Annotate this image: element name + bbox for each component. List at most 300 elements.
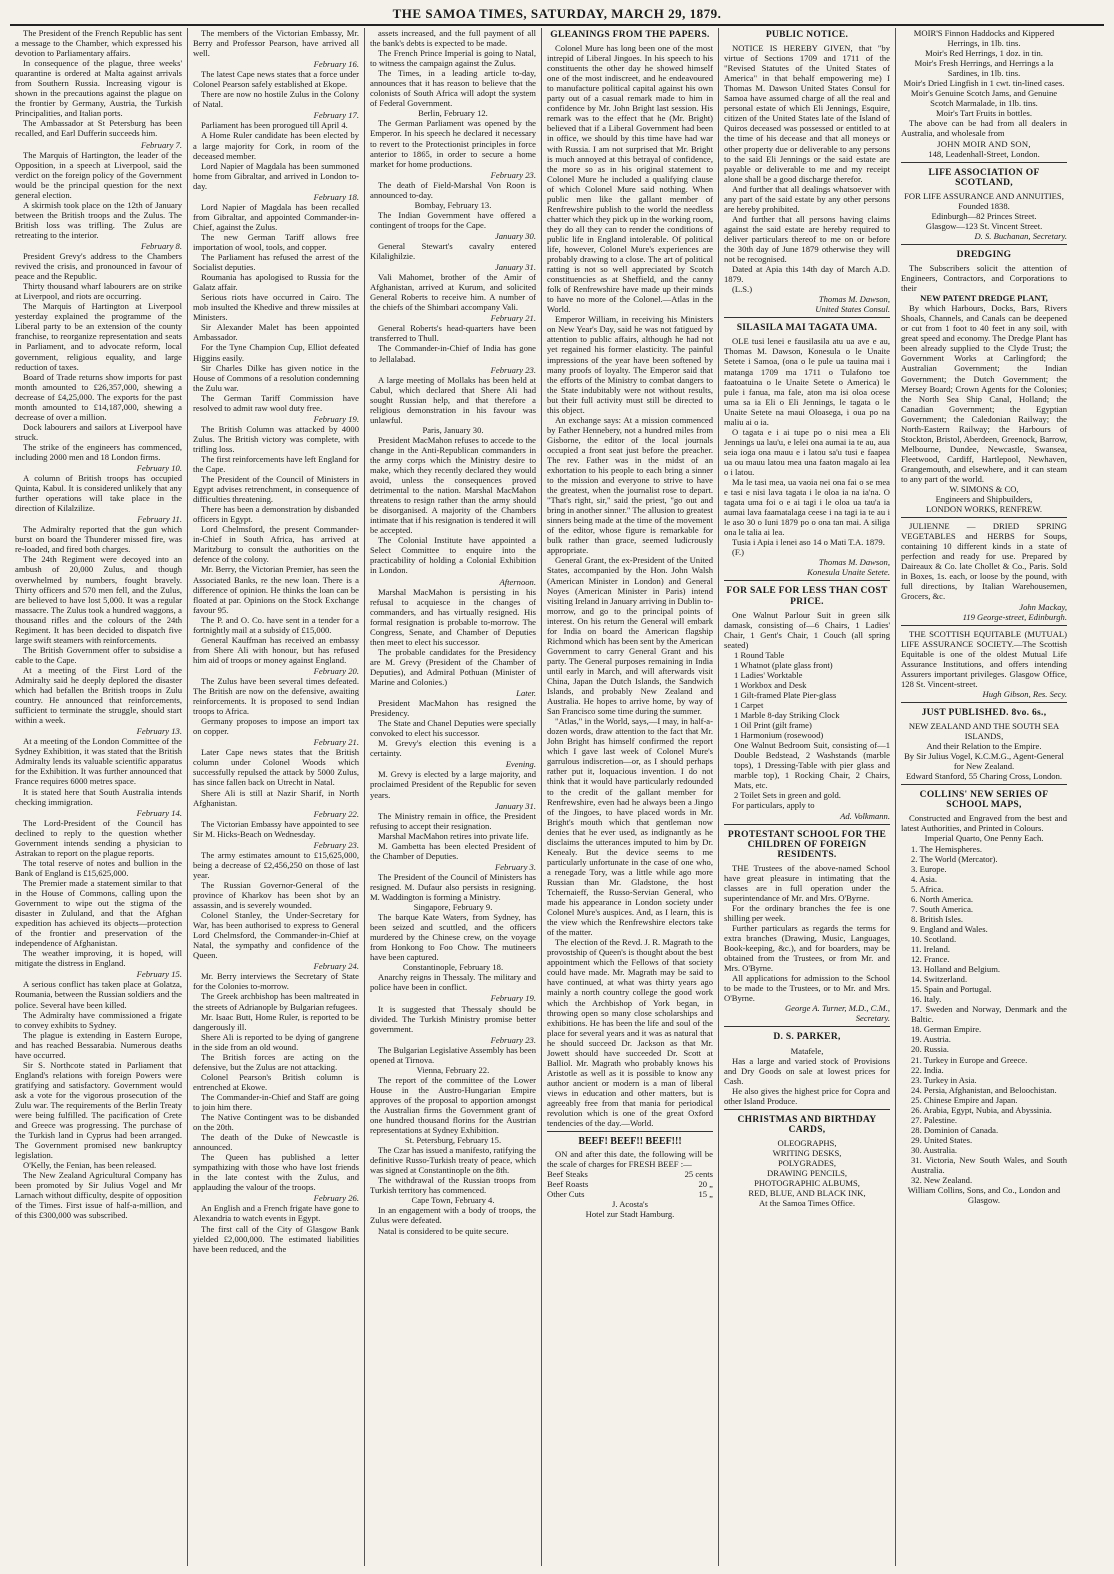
paragraph: The German Parliament was opened by the Emperor. In his speech he declared it necessary to revert to the Protectionist principles in force anterior to 1865, in order to secure a home market for home productions. — [370, 118, 536, 169]
paragraph: A large meeting of Mollaks has been held at Cabul, which declared that Shere Ali had sought Russian help, and that therefore a religious demonstration in his favour was unlawful. — [370, 374, 536, 425]
list-item: 29. United States. — [911, 1134, 973, 1145]
paragraph: M. Grevy is elected by a large majority, and proclaimed President of the Republic for seven years. — [370, 769, 536, 800]
paragraph: An exchange says: At a mission commenced by Father Hennebery, not a hundred miles from Gisborne, the editor of the local journals occupied a front seat just before the preacher. The rev. Father was in the midst of an exhortation to his people to each bring a sinner to the mission and everyone to strive to have the greatest, when the journalist rose to depart. "That's right, sir," said the priest, "go out and bring in another sinner." The allusion to greatest sinners being made at the time of the movement of the editor, whose figure is remarkable for bulk rather than grace, seemed ludicrously appropriate. — [547, 414, 713, 556]
beef-price: 25 cents — [684, 1169, 713, 1180]
public-notice-heading: PUBLIC NOTICE. — [765, 30, 849, 40]
paragraph: The probable candidates for the Presidency are M. Grevy (President of the Chamber of Deputies), and Admiral Pothuan (Minister of Marine and Colonies.) — [370, 646, 536, 687]
list-item: 1 Marble 8-day Striking Clock — [734, 710, 840, 721]
list-item: PHOTOGRAPHIC ALBUMS, — [754, 1178, 860, 1189]
list-item: POLYGRADES, — [777, 1157, 837, 1168]
beef-title: BEEF! BEEF!! BEEF!!! — [578, 1136, 682, 1148]
list-item: 17. Sweden and Norway, Denmark and the Baltic. — [911, 1004, 1067, 1025]
paragraph: Parliament has been prorogued till April 4. — [201, 120, 348, 131]
list-item: WRITING DESKS, — [772, 1147, 842, 1158]
paragraph: Marshal MacMahon is persisting in his refusal to acquiesce in the changes of commanders, and has virtually resigned. His formal resignation is probable to-morrow. The Congress, Senate, and Chamber of Deputies then meet to elect his successor. — [370, 586, 536, 647]
notice-body-3: And further that all persons having claims against the said estate are hereby required to deliver particulars thereof to me on or before the 30th day of June 1879 otherwise they will not be recognised. — [724, 213, 890, 265]
list-item: 8. British Isles. — [911, 913, 964, 924]
list-item: 30. Australia. — [911, 1144, 958, 1155]
paragraph: February 20. — [313, 665, 359, 676]
paragraph: In an engagement with a body of troops, the Zulus were defeated. — [370, 1205, 536, 1226]
samoan-notice — [724, 317, 890, 577]
julienne-signer: John Mackay, — [1019, 601, 1067, 612]
dredge-title: NEW PATENT DREDGE PLANT, — [920, 293, 1048, 304]
paragraph: There are now no hostile Zulus in the Colony of Natal. — [193, 89, 359, 110]
samoan-body-2: O tagata e i ai tupe po o nisi mea a Eli Jennings ua lau'u, e lelei ona aumai ia te au, aua seia ioga ona mauu e i latou sa'u tusi e faapea ua ou mauu latou mea una faaton magalo ai lea o i latou. — [724, 426, 890, 477]
paragraph: The New Zealand Agricultural Company has been promoted by Sir Julius Vogel and Mr Larnach without difficulty, despite of opposition of the Times. First issue of half-a-million, and of this £300,000 was subscribed. — [15, 1170, 182, 1221]
paragraph: The Ambassador at St Petersburg has been recalled, and Earl Dufferin succeeds him. — [15, 118, 182, 139]
dredge-advert — [901, 244, 1067, 514]
list-item: 2. The World (Mercator). — [911, 853, 998, 864]
moir-advert — [901, 28, 1067, 118]
xmas-lines — [724, 1138, 890, 1198]
dredge-p2: By which Harbours, Docks, Bars, Rivers Shoals, Channels, and Canals can be deepened or cut from 1 foot to 40 feet in any soil, with great speed and economy. The Dredge Plant has been already supplied to the Clyde Trust; the Government Works at Carlingford; the Australian Government; the Indian Government; the Dutch Government; the Mersey Board; Crown Agents for the Colonies; the North Sea Ship Canal, Holland; the Canadian Government; the Egyptian Government; the Caledonian Railway; the North-Eastern Railway; the Harbours of Stockton, Bristol, Aberdeen, Greenock, Barrow, Melbourne, Dundee, Newcastle, Swansea, Fleetwood, Cardiff, Hartlepool, Newhaven, Grangemouth, and elsewhere, and it can steam to any part of the world. — [901, 303, 1067, 484]
paragraph: February 14. — [136, 807, 182, 818]
life-address-2: Glasgow—123 St. Vincent Street. — [925, 220, 1043, 231]
paragraph: M. Gambetta has been elected President of the Chamber of Deputies. — [370, 840, 536, 861]
beef-price-row — [547, 1169, 713, 1179]
list-item: 1 Workbox and Desk — [734, 679, 807, 690]
paragraph: "Atlas," in the World, says,—I may, in half-a-dozen words, draw attention to the fact that Mr. John Bright has himself confirmed the report which I gave last week of Colonel Mure's garrulous indiscretion—or, as I should perhaps rather put it, loquacious invention. I do not think that it would have particularly redounded to the credit of the gallant member for Renfrewshire, even had he always been a Jingo of the Jingoes, to have placed words in Mr. Bright's mouth which that gentleman now denies that he ever used, as indignantly as he disclaims the utterances imputed to him by Dr. Kenealy. But the device seems to me particularly unfortunate in the case of one who, a renegade Tory, was a little while ago more Russian than Mr. Gladstone, the host Tchernaieff, the Russo-Servian General, who made his appearance in London society under Colonel Mure's auspices. And, as I learn, this is the view which the Renfrewshire electors take of the matter. — [547, 716, 713, 938]
paragraph: February 3. — [494, 861, 536, 872]
paragraph: Anarchy reigns in Thessaly. The military and police have been in conflict. — [370, 972, 536, 993]
just-title: NEW ZEALAND AND THE SOUTH SEA ISLANDS, — [908, 721, 1060, 742]
paragraph: Colonel Pearson's British column is entrenched at Ekowe. — [193, 1071, 359, 1092]
list-item: 32. New Zealand. — [911, 1175, 973, 1186]
list-item: Moir's Tart Fruits in bottles. — [935, 108, 1033, 119]
paragraph: The first call of the City of Glasgow Bank yielded £2,000,000. The estimated liabilities have been reduced, and the — [193, 1223, 359, 1254]
paragraph: Emperor William, in receiving his Ministers on New Year's Day, said he was not fatigued by attention to public affairs, although he had not yet regained his former elasticity. The painful impressions of the year have been softened by many proofs of loyalty. The Emperor said that the efforts of the Ministry to combat dangers to the State indubitably were not without results, but their full activity must still be directed to this object. — [547, 314, 713, 415]
moir-footer: The above can be had from all dealers in Australia, and wholesale from — [901, 118, 1067, 139]
paragraph: The report of the committee of the Lower House in the Austro-Hungarian Empire approves of the proposal to apportion amongst the Australian firms the Government grant of one hundred thousand florins for the Austrian representations at Sydney Exhibition. — [370, 1074, 536, 1136]
notice-body: NOTICE IS HEREBY GIVEN, that "by virtue of Sections 1709 and 1711 of the "Revised Statutes of the United States of America" in that behalf empowering me) I Thomas M. Dawson United States Consul for Samoa have assumed charge of all the real and personal estate of which Eli Jennings, Esquire, citizen of the United States late of the Island of Quiros deceased was possessed or entitled to at the time of his decease and that all moneys or other property due or deliverable to any persons to the said Eli Jennings or the said estate are payable or deliverable to me and my receipt alone shall be a good discharge therefor. — [724, 43, 890, 184]
list-item: 25. Chinese Empire and Japan. — [911, 1094, 1018, 1105]
paragraph: February 26. — [313, 1193, 359, 1204]
life-heading: LIFE ASSOCIATION OF SCOTLAND, — [928, 167, 1040, 188]
paragraph: At a meeting of the London Committee of the Sydney Exhibition, it was stated that the British Admiralty lends its valuable scientific apparatus for the Exhibition. It was further announced that France requires 6000 metres space. — [15, 736, 182, 787]
list-item: 1 Oil Print (gilt frame) — [734, 720, 812, 731]
paragraph: Sir S. Northcote stated in Parliament that England's relations with foreign Powers were gratifying and satisfactory. Government would ask a vote for the vigorous prosecution of the Zulu war. The requirements of the Berlin Treaty were being fulfilled. The pacification of Crete and Greece was progressing. The purchase of the Turkish land in Cyprus had been arranged. The Government promised new bankruptcy legislation. — [15, 1059, 182, 1161]
julienne-advert — [901, 517, 1067, 621]
masthead-rule — [10, 24, 1104, 26]
school-p2: For the ordinary branches the fee is one shilling per week. — [724, 902, 890, 923]
paragraph: Evening. — [505, 759, 536, 770]
list-item: 1 Harmonium (rosewood) — [734, 730, 824, 741]
paragraph: A column of British troops has occupied Quinta, Kabul. It is considered unlikely that any further operations will take place in the direction of Kilalzilize. — [15, 473, 182, 514]
just-sub: And their Relation to the Empire. — [926, 741, 1042, 752]
paragraph: The President of the Council of Ministers has resigned. M. Dufaur also persists in resigning. M. Waddington is forming a Ministry. — [370, 871, 536, 902]
list-item: 11. Ireland. — [911, 943, 951, 954]
list-item: 24. Persia, Afghanistan, and Beloochistan. — [911, 1084, 1057, 1095]
paragraph: Paris, January 30. — [422, 424, 484, 435]
beef-price-list — [547, 1169, 713, 1199]
paragraph: February 19. — [313, 413, 359, 424]
list-item: 26. Arabia, Egypt, Nubia, and Abyssinia. — [911, 1104, 1052, 1115]
sale-footer: For particulars, apply to — [732, 800, 815, 811]
paragraph: assets increased, and the full payment of all the bank's debts is expected to be made. — [370, 28, 536, 49]
paragraph: Cape Town, February 4. — [411, 1195, 495, 1206]
column-1 — [10, 28, 187, 1566]
notice-signer: Thomas M. Dawson, — [818, 294, 890, 305]
beef-hotel: Hotel zur Stadt Hamburg. — [585, 1209, 675, 1220]
paragraph: General Roberts's head-quarters have been transferred to Thull. — [370, 323, 536, 344]
list-item: 5. Africa. — [911, 883, 944, 894]
sale-items — [724, 650, 890, 801]
life-secretary: D. S. Buchanan, Secretary. — [974, 230, 1067, 241]
paragraph: Natal is considered to be quite secure. — [378, 1225, 509, 1236]
parker-place: Matafele, — [790, 1045, 824, 1056]
life-advert — [901, 162, 1067, 241]
column-2 — [187, 28, 364, 1566]
school-p3: Further particulars as regards the terms for extra branches (Drawing, Music, Languages, Book-keeping, &c.), and for boarders, may be obtained from the Trustees, or from Mr. and Mrs. O'Byrne. — [724, 922, 890, 974]
paragraph: February 18. — [313, 191, 359, 202]
paragraph: General Stewart's cavalry entered Kilalighilzie. — [370, 240, 536, 262]
list-item: Moir's Red Herrings, 1 doz. in tin. — [925, 48, 1043, 59]
paragraph: February 19. — [490, 993, 536, 1004]
parker-p1: Has a large and varied stock of Provisions and Dry Goods on sale at lowest prices for Cash. — [724, 1055, 890, 1086]
paragraph: The death of the Duke of Newcastle is announced. — [193, 1132, 359, 1153]
paragraph: Sir Alexander Malet has been appointed Ambassador. — [193, 322, 359, 343]
beef-advert — [547, 1131, 713, 1219]
life-address-1: Edinburgh—82 Princes Street. — [931, 210, 1037, 221]
paragraph: The President of the French Republic has sent a message to the Chamber, which expressed his devotion to Parliamentary affairs. — [15, 28, 182, 59]
paragraph: Vienna, February 22. — [416, 1064, 490, 1075]
paragraph: It is stated here that South Australia intends checking immigration. — [15, 786, 182, 807]
gleanings-heading: GLEANINGS FROM THE PAPERS. — [550, 30, 710, 40]
list-item: 28. Dominion of Canada. — [911, 1124, 999, 1135]
paragraph: The Zulus have been several times defeated. The British are now on the defensive, awaiting reinforcements. It is proposed to send Indian troops to Africa. — [193, 676, 359, 717]
paragraph: The Queen has published a letter sympathizing with those who have lost friends in the late contest with the Zulus, and applauding the valour of the troops. — [193, 1152, 359, 1193]
sale-advert — [724, 580, 890, 820]
list-item: 1 Ladies' Worktable — [734, 669, 803, 680]
paragraph: The Native Contingent was to be disbanded on the 20th. — [193, 1112, 359, 1133]
paragraph: The members of the Victorian Embassy, Mr. Berry and Professor Pearson, have arrived all well. — [193, 28, 359, 59]
school-signer: George A. Turner, M.D., C.M., — [784, 1003, 890, 1014]
list-item: MOIR'S Finnon Haddocks and Kippered Herrings, in 1lb. tins. — [913, 28, 1055, 49]
paragraph: Shere Ali is still at Nazir Sharif, in North Afghanistan. — [193, 787, 359, 808]
paragraph: February 21. — [490, 313, 536, 324]
paragraph: The new German Tariff allows free importation of wool, tools, and copper. — [193, 231, 359, 252]
samoan-signer-title: Konesula Unaite Setete. — [807, 567, 890, 578]
paragraph: February 11. — [137, 514, 182, 525]
scottish-signer: Hugh Gibson, Res. Secy. — [982, 688, 1067, 699]
samoan-body-4: Tusia i Apia i lenei aso 14 o Mati T.A. 1879. — [732, 537, 885, 548]
paragraph: The election of the Revd. J. R. Magrath to the provostship of Queen's is thought about the best appointment which the Fellows of that society could have made. Mr. Magrath may be said to have continued, at what was thirty years ago mainly a north country college the good work which the Archbishop of York began, in throwing open so many close scholarships and exhibitions. He has been the life and soul of the place for several years and it was as natural that he should succeed Dr. Jackson as that Mr. Jowett should have succeeded Dr. Scott at Balliol. Mr. Magrath who probably knows his Aristotle as well as it is possible to know any author ancient or modern is a man of liberal views in education and other matters, but is agreeably free from that mania for periodical revolution which is one of the great Oxford tendencies of the day.—World. — [547, 937, 713, 1129]
paragraph: Sir Charles Dilke has given notice in the House of Commons of a resolution condemning the Zulu war. — [193, 362, 359, 393]
notice-body-2: And further that all dealings whatsoever with any part of the said estate by any other persons are hereby prohibited. — [724, 183, 890, 214]
paragraph: Constantinople, February 18. — [402, 962, 504, 973]
just-heading: JUST PUBLISHED. 8vo. 6s., — [921, 707, 1047, 718]
beef-price: 20 „ — [698, 1179, 713, 1190]
paragraph: General Grant, the ex-President of the United States, accompanied by the Hon. John Walsh (American Minister in London) and General Noyes (American Minister in Paris) intend visiting Ireland in January arriving in Dublin to-morrow, and go to the principal points of interest. On his return the General will embark for India on board the American flagship Richmond which has been sent by the American Government to carry General Grant and his party. The General purposes remaining in India until early in March, and will afterwards visit China, Japan the Dutch Islands, the Sandwich Islands, and probably New Zealand and Australia. He hopes to arrive home, by way of San Francisco some time during the summer. — [547, 555, 713, 717]
list-item: 6. North America. — [911, 893, 974, 904]
paragraph: For the Tyne Champion Cup, Elliot defeated Higgins easily. — [193, 342, 359, 363]
scottish-equitable-advert — [901, 625, 1067, 699]
paragraph: The German Tariff Commission have resolved to admit raw wool duty free. — [193, 392, 359, 413]
paragraph: The Admiralty have commissioned a frigate to convey exhibits to Sydney. — [15, 1009, 182, 1030]
list-item: 1. The Hemispheres. — [911, 843, 982, 854]
paragraph: The State and Chanel Deputies were specially convoked to elect his successor. — [370, 718, 536, 739]
just-by: By Sir Julius Vogel, K.C.M.G., Agent-General for New Zealand. — [904, 751, 1064, 772]
beef-item: Other Cuts — [547, 1189, 585, 1200]
paragraph: February 23. — [490, 169, 536, 180]
moir-address: 148, Leadenhall-Street, London. — [928, 148, 1040, 159]
life-sub: FOR LIFE ASSURANCE AND ANNUITIES, — [904, 190, 1064, 201]
dredge-heading: DREDGING — [956, 249, 1012, 260]
xmas-footer: At the Samoa Times Office. — [758, 1198, 856, 1209]
paragraph: Serious riots have occurred in Cairo. The mob insulted the Khedive and threw missiles at Ministers. — [193, 292, 359, 323]
paragraph: The Victorian Embassy have appointed to see Sir M. Hicks-Beach on Wednesday. — [193, 818, 359, 839]
paragraph: Dock labourers and sailors at Liverpool have struck. — [15, 421, 182, 442]
paragraph: The President of the Council of Ministers in Egypt advises retrenchment, in consequence of difficulties threatening. — [193, 474, 359, 505]
notice-signer-title: United States Consul. — [815, 304, 890, 315]
beef-item: Beef Roasts — [547, 1179, 589, 1190]
list-item: 4. Asia. — [911, 873, 938, 884]
paragraph: The Bulgarian Legislative Assembly has been opened at Tirnova. — [370, 1044, 536, 1065]
paragraph: In consequence of the plague, three weeks' quarantine is ordered at Malta against arrivals from Southern Russia. Increasing vigour is shown in the precautions against the plague on the frontier by Germany, Austria, the Turkish Principalities, and Italian ports. — [15, 58, 182, 119]
xmas-advert — [724, 1109, 890, 1208]
paragraph: St. Petersburg, February 15. — [404, 1135, 502, 1146]
paragraph: Afternoon. — [499, 576, 536, 587]
paragraph: Lord Napier of Magdala has been recalled from Gibraltar, and appointed Commander-in-Chief, against the Zulus. — [193, 201, 359, 232]
paragraph: The British Government offer to subsidise a cable to the Cape. — [15, 644, 182, 665]
paragraph: The plague is extending in Eastern Europe, and has reached Bessarabia. Numerous deaths have occurred. — [15, 1029, 182, 1060]
moir-name: JOHN MOIR AND SON, — [937, 138, 1031, 149]
list-item: 1 Round Table — [734, 649, 785, 660]
collins-advert — [901, 784, 1067, 1205]
paragraph: Later. — [516, 688, 536, 699]
paragraph: The total reserve of notes and bullion in the Bank of England is £15,625,000. — [15, 857, 182, 878]
paragraph: The Parliament has refused the arrest of the Socialist deputies. — [193, 252, 359, 273]
paragraph: The Greek archbishop has been maltreated in the streets of Adrianople by Bulgarian refugees. — [193, 991, 359, 1012]
list-item: 3. Europe. — [911, 863, 947, 874]
paragraph: The first reinforcements have left England for the Cape. — [193, 453, 359, 475]
list-item: 19. Austria. — [911, 1034, 951, 1045]
paragraph: Colonel Mure has long been one of the most intrepid of Liberal Jingoes. In his speech to his constituents the other day he showed himself one of the most indiscreet, and he endeavoured to manufacture political capital against his own party out of a casual remark made to him in confidence by Mr. John Bright last session. His remark was to the effect that he (Mr. Bright) believed that if a Liberal Government had been in office, we should by this time have had war with Russia. I am not surprised that Mr. Bright is much annoyed at this betrayal of confidence, the more so as in his original statement to Colonel Mure he included a qualifying clause of which Colonel Mure said nothing. When public men like the gallant member of Renfrewshire publish to the world the needless chatter which they pick up in the working room, they do all they can to render the conditions of public life in England intolerable. Of political life, however, Colonel Mure's experiences are probably drawing to a close. The art of political ratting is not so well appreciated by Scotch constituencies as at Sheffield, and the canny folk of Renfrewshire have made up their minds to have no more of the Colonel.—Atlas in the World. — [547, 43, 713, 315]
paragraph: Board of Trade returns show imports for past month amounted to £26,357,000, shewing a decrease of £4,25,000. The exports for the past month amounted to £14,187,000, shewing a decrease of over a million. — [15, 371, 182, 422]
paragraph: The British Column was attacked by 4000 Zulus. The British victory was complete, with trifling loss. — [193, 423, 359, 454]
just-publisher: Edward Stanford, 55 Charing Cross, London. — [905, 771, 1063, 782]
xmas-heading: CHRISTMAS AND BIRTHDAY CARDS, — [737, 1114, 877, 1135]
scottish-body: THE SCOTTISH EQUITABLE (MUTUAL) LIFE ASSURANCE SOCIETY.—The Scottish Equitable is one of the oldest Mutual Life Assurance Institutions, and offers intending Assurers important privileges. Glasgow Office, 128 St. Vincent-street. — [901, 628, 1067, 689]
list-item: 31. Victoria, New South Wales, and South Australia. — [911, 1154, 1067, 1176]
list-item: OLEOGRAPHS, — [777, 1137, 837, 1148]
parker-advert — [724, 1026, 890, 1105]
paragraph: February 21. — [313, 737, 359, 748]
paragraph: President Grevy's address to the Chambers revived the crisis, and pronounced in favour of peace and the Republic. — [15, 251, 182, 282]
paragraph: January 30. — [494, 230, 536, 241]
paragraph: February 8. — [140, 240, 182, 251]
columns — [10, 28, 1104, 1566]
list-item: 20. Russia. — [911, 1044, 949, 1055]
list-item: 27. Palestine. — [911, 1114, 958, 1125]
masthead: THE SAMOA TIMES, SATURDAY, MARCH 29, 1879. — [392, 6, 722, 21]
column-4 — [541, 28, 718, 1566]
column-5 — [718, 28, 895, 1566]
list-item: 9. England and Wales. — [911, 923, 988, 934]
list-item: 21. Turkey in Europe and Greece. — [911, 1054, 1028, 1065]
paragraph: January 31. — [494, 262, 536, 273]
beef-price: 15 „ — [698, 1189, 713, 1200]
paragraph: The army estimates amount to £15,625,000, being a decrease of £2,456,250 on those of last year. — [193, 849, 359, 880]
paragraph: An English and a French frigate have gone to Alexandria to watch events in Egypt. — [193, 1203, 359, 1224]
dredge-signer-2: Engineers and Shipbuilders, — [935, 494, 1033, 505]
list-item: DRAWING PENCILS, — [767, 1168, 847, 1179]
parker-heading: D. S. PARKER, — [773, 1032, 841, 1043]
paragraph: The Ministry remain in office, the President refusing to accept their resignation. — [370, 810, 536, 831]
samoan-body-3: Ma le tasi mea, ua vaoia nei ona fai o se mea e tasi e nisi lava tagata i le oloa ia na ia'na. O tagata uma foi o e ai tagi i le oloa ua tau'a ia aumai lava faamatalaga ceese i na tagi ia te au i le aso 30 o Iuni 1879 po o ona tan mai. A siliga ona le talia ai lea. — [724, 477, 890, 538]
paragraph: The withdrawal of the Russian troops from Turkish territory has commenced. — [370, 1175, 536, 1196]
notice-dated: Dated at Apia this 14th day of March A.D. 1879. — [724, 264, 890, 285]
paragraph: February 16. — [313, 59, 359, 70]
list-item: 2 Toilet Sets in green and gold. — [734, 790, 841, 801]
paragraph: It is suggested that Thessaly should be divided. The Turkish Ministry promise better government. — [370, 1003, 536, 1034]
beef-item: Beef Steaks — [547, 1169, 588, 1180]
list-item: RED, BLUE, AND BLACK INK, — [748, 1188, 866, 1199]
paragraph: General Kauffman has received an embassy from Shere Ali with honour, but has refused him aid of troops or money against England. — [193, 634, 359, 665]
paragraph: The Colonial Institute have appointed a Select Committee to enquire into the practicability of holding a Colonial Exhibition in London. — [370, 535, 536, 576]
paragraph: Mr. Berry interviews the Secretary of State for the Colonies to-morrow. — [193, 971, 359, 992]
paragraph: The Russian Governor-General of the province of Kharkov has been shot by an assassin, and is severely wounded. — [193, 879, 359, 911]
collins-signer: William Collins, Sons, and Co., London and Glasgow. — [907, 1185, 1061, 1206]
list-item: 1 Gilt-framed Plate Pier-glass — [734, 689, 837, 700]
samoan-heading: SILASILA MAI TAGATA UMA. — [736, 323, 878, 334]
list-item: Moir's Dried Lingfish in 1 cwt. tin-lined cases. — [903, 78, 1065, 89]
collins-heading: COLLINS' NEW SERIES OF SCHOOL MAPS, — [919, 790, 1049, 811]
paragraph: President MacMahon refuses to accede to the change in the Anti-Republican commanders in the army corps which the Ministry desire to make, which they recently declared they would avoid, unless the consequences proved detrimental to the nation. Marshal MacMahon threatens to resign rather than the army should be disorganised. A majority of the Chambers intimate that if his resignation is tendered it will be accepted. — [370, 434, 536, 536]
dredge-signer-3: LONDON WORKS, RENFREW. — [925, 504, 1043, 515]
paragraph: Marshal MacMahon retires into private life. — [378, 830, 529, 841]
list-item: 18. German Empire. — [911, 1024, 982, 1035]
paragraph: Singapore, February 9. — [413, 902, 493, 913]
list-item: 1 Carpet — [734, 700, 764, 710]
school-heading: PROTESTANT SCHOOL FOR THE CHILDREN OF FOREIGN RESIDENTS. — [727, 829, 887, 860]
paragraph: The strike of the engineers has commenced, including 2000 men and 18 London firms. — [15, 441, 182, 462]
collins-body: Constructed and Engraved from the best and latest Authorities, and Printed in Colours. — [901, 813, 1067, 834]
paragraph: Colonel Stanley, the Under-Secretary for War, has been authorised to express to General Lord Chelmsford, the Commander-in-Chief at Natal, the sympathy and confidence of the Queen. — [193, 910, 359, 961]
paragraph: February 23. — [490, 364, 536, 375]
paragraph: February 13. — [136, 726, 182, 737]
paragraph: The Czar has issued a manifesto, ratifying the definitive Russo-Turkish treaty of peace, which was signed at Constantinople on the 8th. — [370, 1145, 536, 1176]
paragraph: Berlin, February 12. — [418, 108, 488, 119]
paragraph: Vali Mahomet, brother of the Amir of Afghanistan, arrived at Kurum, and solicited General Roberts to receive him. A number of the chiefs of the Shimbari accompany Vali. — [370, 272, 536, 313]
sale-signature: Ad. Volkmann. — [840, 810, 890, 821]
paragraph: Shere Ali is reported to be dying of gangrene in the side from an old wound. — [193, 1031, 359, 1052]
paragraph: There has been a demonstration by disbanded officers in Egypt. — [193, 504, 359, 525]
paragraph: February 23. — [313, 839, 359, 850]
paragraph: February 22. — [313, 808, 359, 819]
paragraph: The French Prince Imperial is going to Natal, to witness the campaign against the Zulus. — [370, 48, 536, 69]
parker-p2: He also gives the highest price for Copra and other Island Produce. — [724, 1085, 890, 1106]
paragraph: February 15. — [136, 969, 182, 980]
paragraph: A skirmish took place on the 12th of January between the British troops and the Zulus. The British loss was trifling. The Zulus are retreating to the interior. — [15, 199, 182, 240]
list-item: 13. Holland and Belgium. — [911, 964, 1001, 975]
paragraph: A serious conflict has taken place at Golatza, Roumania, between the Russian soldiers and the police. Several have been killed. — [15, 979, 182, 1010]
paragraph: President MacMahon has resigned the Presidency. — [370, 698, 536, 719]
sale-intro: One Walnut Parlour Suit in green silk damask, consisting of—6 Chairs, 1 Ladies' Chair, 1 Gent's Chair, 1 Couch (all spring seated) — [724, 609, 890, 650]
paragraph: The death of Field-Marshal Von Roon is announced to-day. — [370, 179, 536, 200]
paragraph: Lord Chelmsford, the present Commander-in-Chief in South Africa, has arrived at Maritzburg to consult the authorities on the defence of the colony. — [193, 524, 359, 565]
list-item: 10. Scotland. — [911, 933, 957, 944]
paragraph: February 17. — [313, 110, 359, 121]
list-item: 7. South America. — [911, 903, 974, 914]
paragraph: Lord Napier of Magdala has been summoned home from Gibraltar, and arrived in London to-day. — [193, 160, 359, 191]
paragraph: At a meeting of the First Lord of the Admiralty said he deeply deplored the disaster which had befallen the British troops in Zulu country. He announced that reinforcements, sufficient to terminate the struggle, should start within a week. — [15, 664, 182, 726]
paragraph: January 31. — [494, 800, 536, 811]
just-published-advert — [901, 702, 1067, 781]
samoan-seal: (F.) — [732, 547, 744, 558]
gleanings-body — [547, 43, 713, 1128]
julienne-body: JULIENNE — DRIED SPRING VEGETABLES and HERBS for Soups, containing 10 different kinds in a state of perfection and ready for use. Prepared by Daireaux & Co. late Chollet & Co., Paris. Sold in Boxes, 1s. each, or loose by the pound, with full directions, by Italian Warehousemen, Grocers, &c. — [901, 521, 1067, 602]
list-item: Moir's Fresh Herrings, and Herrings a la Sardines, in 1lb. tins. — [914, 58, 1054, 79]
list-item: 22. India. — [911, 1064, 944, 1075]
paragraph: The British forces are acting on the defensive, but the Zulus are not attacking. — [193, 1051, 359, 1072]
paragraph: February 10. — [136, 463, 182, 474]
paragraph: The Indian Government have offered a contingent of troops for the Cape. — [370, 209, 536, 230]
paragraph: Bombay, February 13. — [414, 199, 492, 210]
maps-list — [901, 844, 1067, 1186]
julienne-address: 119 George-street, Edinburgh. — [962, 611, 1067, 622]
beef-price-row — [547, 1189, 713, 1199]
paragraph: February 7. — [140, 139, 182, 150]
paragraph: February 23. — [490, 1034, 536, 1045]
beef-intro: ON and after this date, the following will be the scale of charges for FRESH BEEF :— — [547, 1149, 713, 1170]
samoan-body: OLE tusi lenei e fausilasila atu ua ave e au, Thomas M. Dawson, Konesula o le Unaite Setete i Samoa, (ona o le pule ua tauina mai i matanga 1709 ma 1711 o Tulafono toe faatoatuina o le Unaite Setete o America) le pule i fanua, ma fale, aton ma isi oloa ocese uma sa ia Eli o Eli Jennings, le tagata o le Unaite Setete na maui Oloasega, i oua po na maliu ai o ia. — [724, 336, 890, 427]
school-advert — [724, 824, 890, 1024]
list-item: One Walnut Bedroom Suit, consisting of—1 Double Bedstead, 2 Washstands (marble tops), 1 Dressing-Table with pier glass and marble top), 1 Rocking Chair, 2 Chairs, Mats, etc. — [734, 740, 890, 791]
column-3 — [364, 28, 541, 1566]
dredge-p1: The Subscribers solicit the attention of Engineers, Contractors, and Corporations to their — [901, 262, 1067, 294]
list-item: 14. Switzerland. — [911, 974, 968, 985]
paragraph: The Lord-President of the Council has declined to reply to the question whether Government intends sending a physician to Astrakan to report on the plague reports. — [15, 817, 182, 858]
paragraph: The 24th Regiment were decoyed into an ambush of 20,000 Zulus, and though overwhelmed by numbers, fought bravely. Thirty officers and 570 men fell, and the Zulus, are believed to have lost 5,000. It was a regular massacre. The Zulus took a hundred waggons, a thousand rifles and the colours of the 24th Regiment. It has been decided to dispatch five large swift steamers with reinforcements. — [15, 554, 182, 645]
list-item: 16. Italy. — [911, 994, 942, 1005]
list-item: Moir's Genuine Scotch Jams, and Genuine Scotch Marmalade, in 1lb. tins. — [910, 88, 1058, 109]
notice-seal: (L.S.) — [732, 284, 753, 295]
paragraph: A Home Ruler candidate has been elected by a large majority for Cork, in room of the deceased member. — [193, 130, 359, 161]
paragraph: The P. and O. Co. have sent in a tender for a fortnightly mail at a subsidy of £15,000. — [193, 614, 359, 635]
column-6 — [895, 28, 1072, 1566]
paragraph: Later Cape news states that the British column under Colonel Woods which successfully repulsed the attack by 5000 Zulus, has since fallen back on Utrecht in Natal. — [193, 747, 359, 788]
paragraph: The barque Kate Waters, from Sydney, has been seized and scuttled, and the officers murdered by the Chinese crew, on the voyage from Honkong to Foo Chow. The mutineers have been captured. — [370, 912, 536, 963]
list-item: 15. Spain and Portugal. — [911, 984, 992, 995]
beef-signature: J. Acosta's — [612, 1199, 648, 1210]
school-p4: All applications for admission to the School to be made to the Trustees, or to Mr. and Mrs. O'Byrne. — [724, 973, 890, 1004]
paragraph: The Commander-in-Chief of India has gone to Jellalabad. — [370, 343, 536, 364]
list-item: 1 Whatnot (plate glass front) — [734, 659, 833, 670]
paragraph: The weather improving, it is hoped, will mitigate the distress in England. — [15, 948, 182, 969]
school-signer-title: Secretary. — [855, 1013, 890, 1024]
samoan-signer: Thomas M. Dawson, — [818, 557, 890, 568]
paragraph: The Premier made a statement similar to that in the House of Commons, calling upon the Government to wipe out the stigma of the disaster in Zululand, and that the Afghan expedition has achieved its objects—protection of the frontier and preservation of the independence of Afghanistan. — [15, 877, 182, 949]
paragraph: The Commander-in-Chief and Staff are going to join him there. — [193, 1091, 359, 1112]
paragraph: The Times, in a leading article to-day, announces that it has reason to believe that the colonists of South Africa will adopt the system of Federal Government. — [370, 68, 536, 109]
list-item: 23. Turkey in Asia. — [911, 1074, 977, 1085]
paragraph: The Marquis of Hartington, the leader of the Opposition, in a speech at Liverpool, said the verdict on the foreign policy of the Government would be the principal question for the next general election. — [15, 149, 182, 200]
collins-sub: Imperial Quarto, One Penny Each. — [924, 833, 1044, 844]
school-p1: THE Trustees of the above-named School have great pleasure in intimating that the classes are in full operation under the superintendance of Mr. and Mrs. O'Byrne. — [724, 862, 890, 903]
paragraph: Mr. Berry, the Victorian Premier, has seen the Associated Banks, re the new loan. There is a difference of opinion. He thinks the loan can be floated at par. Opinions on the Stock Exchange favour 95. — [193, 564, 359, 615]
paragraph: The Marquis of Hartington at Liverpool yesterday explained the programme of the Liberal party to be an extension of the county franchise, to reorganize representation and seats in Parliament, and to advocate reform, local government, religious equality, and large reduction of taxes. — [15, 301, 182, 372]
paragraph: M. Grevy's election this evening is a certainty. — [370, 738, 536, 759]
paragraph: Thirty thousand wharf labourers are on strike at Liverpool, and riots are occurring. — [15, 281, 182, 302]
sale-heading: FOR SALE FOR LESS THAN COST PRICE. — [726, 586, 888, 607]
paragraph: O'Kelly, the Fenian, has been released. — [23, 1160, 157, 1171]
paragraph: February 24. — [313, 961, 359, 972]
life-founded: Founded 1838. — [958, 200, 1010, 211]
paragraph: Roumania has apologised to Russia for the Galatz affair. — [193, 272, 359, 293]
paragraph: The latest Cape news states that a force under Colonel Pearson safely established at Ekope. — [193, 69, 359, 90]
beef-price-row — [547, 1179, 713, 1189]
